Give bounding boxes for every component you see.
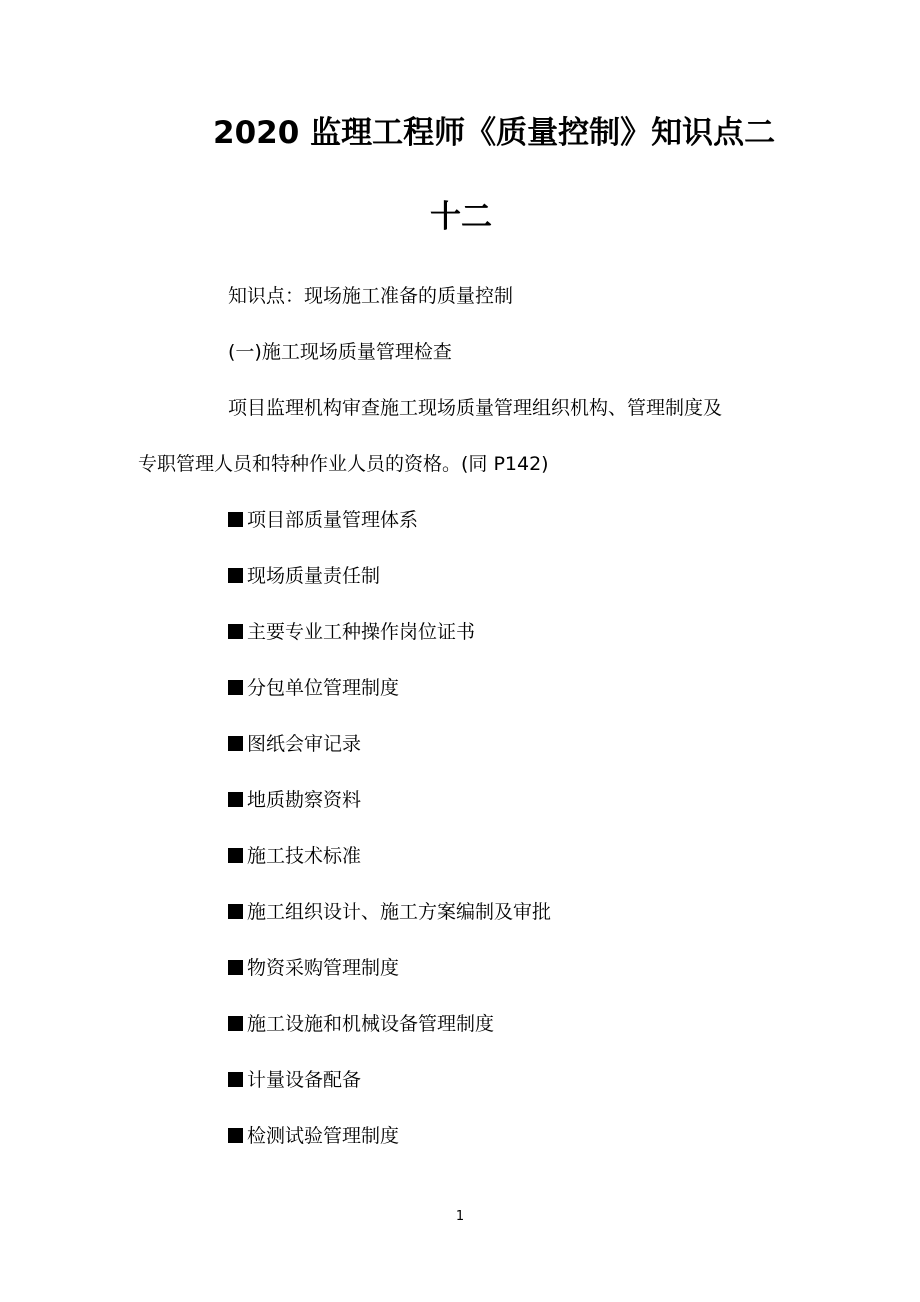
square-bullet-icon xyxy=(228,960,243,975)
square-bullet-icon xyxy=(228,1072,243,1087)
checklist-item-label: 施工组织设计、施工方案编制及审批 xyxy=(247,901,552,923)
square-bullet-icon xyxy=(228,512,243,527)
checklist-item xyxy=(228,1011,551,1067)
checklist-item-label: 现场质量责任制 xyxy=(247,565,381,587)
checklist-item-label: 分包单位管理制度 xyxy=(247,677,400,699)
checklist-item xyxy=(228,843,551,899)
checklist-item xyxy=(228,507,551,563)
checklist-item xyxy=(228,619,551,675)
page-number: 1 xyxy=(455,1209,465,1224)
checklist-item xyxy=(228,1067,551,1123)
square-bullet-icon xyxy=(228,848,243,863)
checklist-item xyxy=(228,1123,551,1179)
checklist-item xyxy=(228,899,551,955)
checklist-item-label: 施工设施和机械设备管理制度 xyxy=(247,1013,495,1035)
checklist-item-label: 检测试验管理制度 xyxy=(247,1125,400,1147)
checklist xyxy=(228,507,551,1179)
document-title-line-2: 十二 xyxy=(430,199,492,235)
checklist-item xyxy=(228,675,551,731)
body-text-line-2: 专职管理人员和特种作业人员的资格。(同 P142) xyxy=(138,453,549,475)
checklist-item-label: 地质勘察资料 xyxy=(247,789,362,811)
checklist-item-label: 计量设备配备 xyxy=(247,1069,362,1091)
knowledge-point-heading: 知识点：现场施工准备的质量控制 xyxy=(228,285,514,307)
square-bullet-icon xyxy=(228,1128,243,1143)
square-bullet-icon xyxy=(228,792,243,807)
body-text-line-1: 项目监理机构审查施工现场质量管理组织机构、管理制度及 xyxy=(228,397,723,419)
square-bullet-icon xyxy=(228,736,243,751)
checklist-item-label: 主要专业工种操作岗位证书 xyxy=(247,621,476,643)
checklist-item-label: 项目部质量管理体系 xyxy=(247,509,419,531)
section-heading: (一)施工现场质量管理检查 xyxy=(228,341,452,363)
checklist-item xyxy=(228,955,551,1011)
checklist-item xyxy=(228,563,551,619)
checklist-item xyxy=(228,787,551,843)
square-bullet-icon xyxy=(228,624,243,639)
square-bullet-icon xyxy=(228,904,243,919)
checklist-item-label: 图纸会审记录 xyxy=(247,733,362,755)
square-bullet-icon xyxy=(228,1016,243,1031)
square-bullet-icon xyxy=(228,568,243,583)
checklist-item-label: 施工技术标准 xyxy=(247,845,362,867)
square-bullet-icon xyxy=(228,680,243,695)
document-title-line-1: 2020 监理工程师《质量控制》知识点二 xyxy=(213,115,776,151)
checklist-item xyxy=(228,731,551,787)
checklist-item-label: 物资采购管理制度 xyxy=(247,957,400,979)
